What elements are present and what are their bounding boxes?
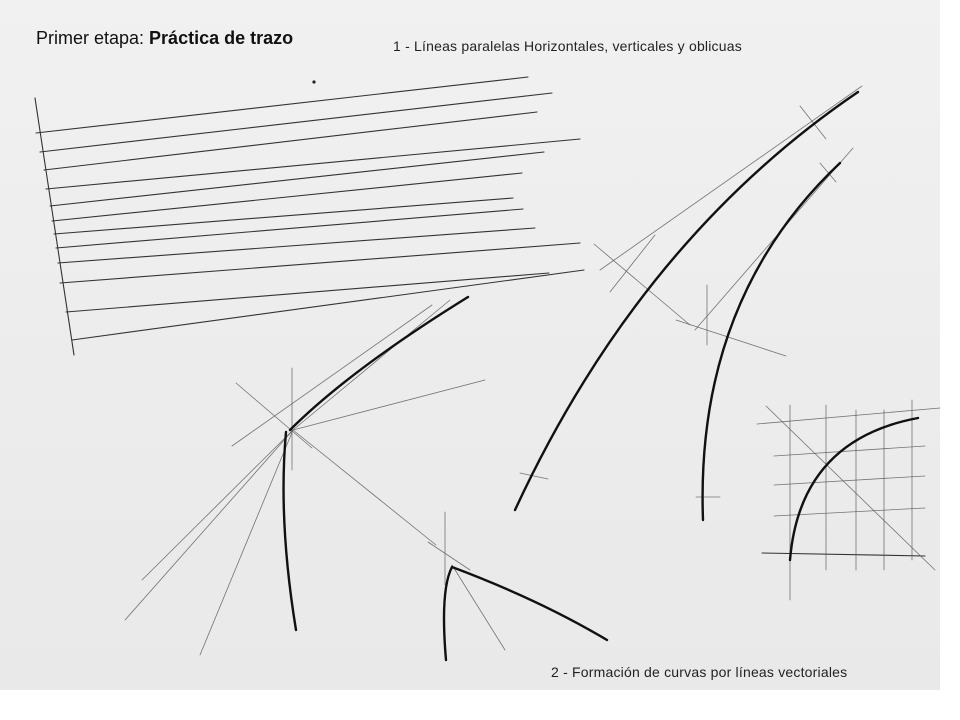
- vector-curve-center: [515, 86, 862, 510]
- caption-vector-curves: 2 - Formación de curvas por líneas vectoriales: [551, 664, 848, 680]
- grid-line: [774, 508, 925, 516]
- vector-fan-left: [125, 297, 485, 655]
- vector-line: [695, 148, 853, 330]
- curve-stroke: [703, 163, 840, 520]
- vector-tick: [520, 473, 548, 479]
- parallel-line: [58, 228, 535, 263]
- grid-line: [774, 476, 925, 485]
- vector-line: [142, 430, 293, 580]
- caption-parallel-lines: 1 - Líneas paralelas Horizontales, verticales y oblicuas: [393, 38, 742, 54]
- vector-line: [600, 86, 862, 270]
- page-title: [36, 28, 293, 49]
- title-emphasis: Práctica de trazo: [149, 28, 294, 48]
- vector-line: [232, 305, 432, 446]
- title-prefix: Primer etapa:: [36, 28, 150, 48]
- grid-line: [757, 408, 940, 424]
- parallel-line: [66, 273, 549, 312]
- parallel-line: [40, 93, 552, 152]
- parallel-line: [46, 139, 580, 189]
- vector-line: [428, 542, 470, 570]
- vertical-guide-line: [35, 98, 74, 355]
- curve-stroke: [284, 432, 296, 630]
- curve-stroke: [444, 567, 607, 660]
- grid-curve-exercise: [757, 400, 940, 600]
- grid-line: [774, 446, 925, 456]
- vector-line: [200, 430, 293, 655]
- ink-dot: [312, 80, 315, 83]
- vector-curve-bottom: [428, 512, 607, 660]
- vector-line: [800, 106, 826, 139]
- curve-stroke: [515, 92, 858, 510]
- vector-line: [293, 300, 450, 430]
- vector-line: [125, 430, 293, 620]
- curve-stroke: [790, 418, 918, 560]
- vector-line: [236, 383, 312, 448]
- vector-line: [293, 380, 485, 430]
- vector-line: [293, 430, 436, 545]
- parallel-lines-exercise: [35, 77, 584, 355]
- grid-line: [762, 553, 925, 556]
